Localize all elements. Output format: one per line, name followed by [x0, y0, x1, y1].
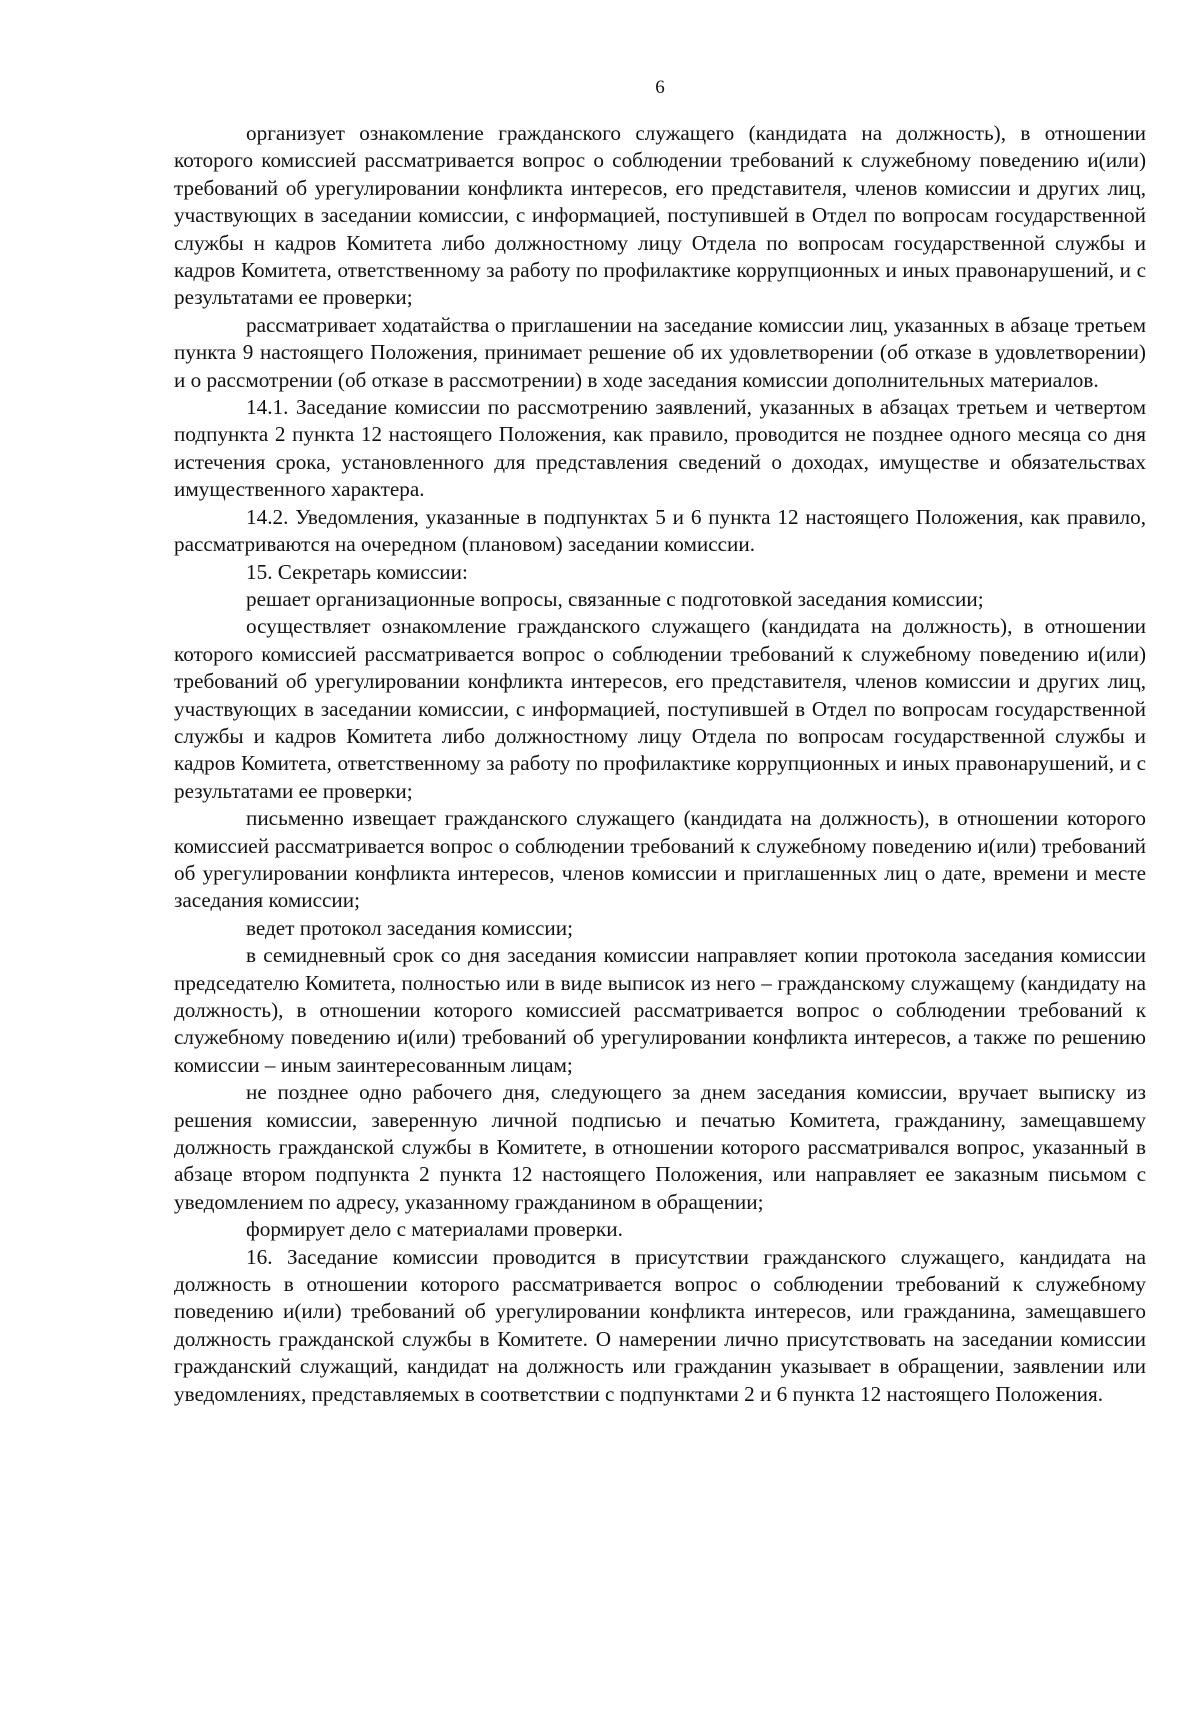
paragraph: осуществляет ознакомление гражданского служащего (кандидата на должность), в отношении которого комиссией рассматривается вопрос о соблюдении требований к служебному поведению и(или) требований об урегулировании конфликта интересов, его представителя, членов комиссии и других лиц, участвующих в заседании комиссии, с информацией, поступившей в Отдел по вопросам государственной службы и кадров Комитета либо должностному лицу Отдела по вопросам государственной службы и кадров Комитета, ответственному за работу по профилактике коррупционных и иных правонарушений, и с результатами ее проверки;: [174, 614, 1146, 803]
paragraph: рассматривает ходатайства о приглашении на заседание комиссии лиц, указанных в абзаце третьем пункта 9 настоящего Положения, принимает решение об их удовлетворении (об отказе в удовлетворении) и о рассмотрении (об отказе в рассмотрении) в ходе заседания комиссии дополнительных материалов.: [174, 312, 1146, 392]
paragraph: организует ознакомление гражданского служащего (кандидата на должность), в отношении которого комиссией рассматривается вопрос о соблюдении требований к служебному поведению и(или) требований об урегулировании конфликта интересов, его представителя, членов комиссии и других лиц, участвующих в заседании комиссии, с информацией, поступившей в Отдел по вопросам государственной службы н кадров Комитета либо должностному лицу Отдела по вопросам государственной службы и кадров Комитета, ответственному за работу по профилактике коррупционных и иных правонарушений, и с результатами ее проверки;: [174, 121, 1146, 310]
paragraph: не позднее одно рабочего дня, следующего за днем заседания комиссии, вручает выписку из решения комиссии, заверенную личной подписью и печатью Комитета, гражданину, замещавшему должность гражданской службы в Комитете, в отношении которого рассматривался вопрос, указанный в абзаце втором подпункта 2 пункта 12 настоящего Положения, или направляет ее заказным письмом с уведомлением по адресу, указанному гражданином в обращении;: [174, 1080, 1146, 1214]
document-body: [174, 120, 1146, 1408]
section-heading: 15. Секретарь комиссии:: [246, 559, 468, 584]
paragraph: 14.2. Уведомления, указанные в подпунктах 5 и 6 пункта 12 настоящего Положения, как правило, рассматриваются на очередном (плановом) заседании комиссии.: [174, 504, 1146, 557]
page-number: 6: [655, 77, 665, 98]
paragraph: 16. Заседание комиссии проводится в присутствии гражданского служащего, кандидата на должность в отношении которого рассматривается вопрос о соблюдении требований к служебному поведению и(или) требований об урегулировании конфликта интересов, или гражданина, замещавшего должность гражданской службы в Комитете. О намерении лично присутствовать на заседании комиссии гражданский служащий, кандидат на должность или гражданин указывает в обращении, заявлении или уведомлениях, представляемых в соответствии с подпунктами 2 и 6 пункта 12 настоящего Положения.: [174, 1244, 1146, 1406]
paragraph: в семидневный срок со дня заседания комиссии направляет копии протокола заседания комиссии председателю Комитета, полностью или в виде выписок из него – гражданскому служащему (кандидату на должность), в отношении которого комиссией рассматривается вопрос о соблюдении требований к служебному поведению и(или) требований об урегулировании конфликта интересов, а также по решению комиссии – иным заинтересованным лицам;: [174, 943, 1146, 1077]
paragraph: ведет протокол заседания комиссии;: [246, 915, 573, 940]
paragraph: формирует дело с материалами проверки.: [246, 1217, 623, 1242]
paragraph: письменно извещает гражданского служащего (кандидата на должность), в отношении которого комиссией рассматривается вопрос о соблюдении требований к служебному поведению и(или) требований об урегулировании конфликта интересов, членов комиссии и приглашенных лиц о дате, времени и месте заседания комиссии;: [174, 806, 1146, 913]
paragraph: решает организационные вопросы, связанные с подготовкой заседания комиссии;: [246, 586, 984, 611]
paragraph: 14.1. Заседание комиссии по рассмотрению заявлений, указанных в абзацах третьем и четвертом подпункта 2 пункта 12 настоящего Положения, как правило, проводится не позднее одного месяца со дня истечения срока, установленного для представления сведений о доходах, имуществе и обязательствах имущественного характера.: [174, 395, 1146, 502]
